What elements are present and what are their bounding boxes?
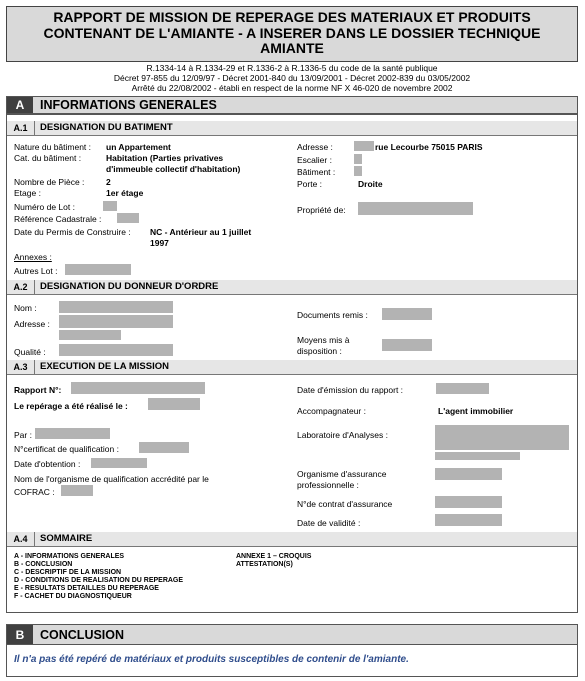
redacted-field	[435, 425, 569, 450]
par-label: Par :	[14, 430, 32, 440]
nature-value: un Appartement	[106, 142, 171, 152]
conclusion-body	[6, 645, 578, 677]
donneur-adresse-label: Adresse :	[14, 319, 50, 329]
moyens-label-line-2: disposition :	[297, 346, 342, 356]
conclusion-text: Il n'a pas été repéré de matériaux et produits susceptibles de contenir de l'amiante.	[14, 654, 409, 665]
subsection-number: A.3	[7, 360, 35, 374]
sommaire-item: B - CONCLUSION	[14, 561, 73, 568]
title-line-1: RAPPORT DE MISSION DE REPERAGE DES MATERIAUX ET PRODUITS	[53, 9, 531, 25]
cadastre-label: Référence Cadastrale :	[14, 214, 102, 224]
redacted-field	[435, 514, 502, 526]
autres-lot-label: Autres Lot :	[14, 266, 58, 276]
redacted-field	[59, 315, 173, 328]
section-a-body	[6, 114, 578, 613]
redacted-field	[435, 468, 502, 480]
redacted-field	[117, 213, 139, 223]
redacted-field	[358, 202, 473, 215]
redacted-field	[71, 382, 205, 394]
legal-references	[6, 63, 578, 93]
accompagnateur-label: Accompagnateur :	[297, 406, 366, 416]
redacted-field	[61, 485, 93, 496]
organisme-label: Nom de l'organisme de qualification accrédité par le	[14, 474, 209, 484]
adresse-value: rue Lecourbe 75015 PARIS	[375, 142, 483, 152]
cofrac-label: COFRAC :	[14, 487, 55, 497]
subsection-number: A.2	[7, 280, 35, 294]
porte-label: Porte :	[297, 179, 323, 189]
subsection-number: A.1	[7, 121, 35, 135]
sommaire-annexe: ATTESTATION(S)	[236, 561, 293, 568]
sommaire-annexe: ANNEXE 1 – CROQUIS	[236, 553, 312, 560]
pieces-value: 2	[106, 177, 111, 187]
redacted-field	[35, 428, 110, 439]
redacted-field	[65, 264, 131, 275]
redacted-field	[139, 442, 189, 453]
redacted-field	[103, 201, 117, 211]
permis-value-line-1: NC - Antérieur au 1 juillet	[150, 227, 252, 237]
redacted-field	[382, 339, 432, 351]
section-letter: A	[7, 97, 33, 113]
category-value-line-1: Habitation (Parties privatives	[106, 153, 224, 163]
annexes-label: Annexes :	[14, 252, 52, 262]
redacted-field	[59, 301, 173, 313]
redacted-field	[59, 344, 173, 356]
validite-label: Date de validité :	[297, 518, 361, 528]
permis-label: Date du Permis de Construire :	[14, 227, 131, 237]
subsection-title: EXECUTION DE LA MISSION	[40, 361, 169, 372]
redacted-field	[382, 308, 432, 320]
nature-label: Nature du bâtiment :	[14, 142, 92, 152]
reference-line: R.1334-14 à R.1334-29 et R.1336-2 à R.1336-5 du code de la santé publique	[146, 63, 438, 73]
subsection-title: DESIGNATION DU DONNEUR D'ORDRE	[40, 281, 219, 292]
accompagnateur-value: L'agent immobilier	[438, 406, 514, 416]
assurance-label-line-1: Organisme d'assurance	[297, 469, 387, 479]
section-title: INFORMATIONS GENERALES	[40, 98, 217, 112]
reference-line: Décret 97-855 du 12/09/97 - Décret 2001-840 du 13/09/2001 - Décret 2002-839 du 03/05/2002	[113, 73, 471, 83]
porte-value: Droite	[358, 179, 383, 189]
sommaire-item: D - CONDITIONS DE REALISATION DU REPERAGE	[14, 577, 184, 584]
redacted-field	[436, 383, 489, 394]
batiment-label: Bâtiment :	[297, 167, 336, 177]
sommaire-item: F - CACHET DU DIAGNOSTIQUEUR	[14, 593, 132, 600]
title-line-3: AMIANTE	[260, 40, 324, 56]
redacted-field	[354, 154, 362, 164]
emission-label: Date d'émission du rapport :	[297, 385, 404, 395]
subsection-a2-header	[7, 280, 577, 295]
realise-label: Le repérage a été réalisé le :	[14, 401, 128, 411]
subsection-title: DESIGNATION DU BATIMENT	[40, 122, 173, 133]
propriete-label: Propriété de:	[297, 205, 346, 215]
redacted-field	[59, 330, 121, 340]
category-value-line-2: d'immeuble collectif d'habitation)	[106, 164, 241, 174]
rapport-label: Rapport N°:	[14, 385, 62, 395]
certificat-label: N°certificat de qualification :	[14, 444, 119, 454]
redacted-field	[148, 398, 200, 410]
redacted-field	[435, 452, 520, 460]
redacted-field	[91, 458, 147, 468]
subsection-title: SOMMAIRE	[40, 533, 93, 544]
subsection-a3-header	[7, 360, 577, 375]
redacted-field	[354, 166, 362, 176]
subsection-a1-header	[7, 121, 577, 136]
documents-label: Documents remis :	[297, 310, 368, 320]
etage-value: 1er étage	[106, 188, 144, 198]
report-title	[6, 6, 578, 62]
sommaire-item: A - INFORMATIONS GENERALES	[14, 553, 125, 560]
reference-line: Arrêté du 22/08/2002 - établi en respect de la norme NF X 46-020 de novembre 2002	[131, 83, 453, 93]
lot-label: Numéro de Lot :	[14, 202, 75, 212]
etage-label: Etage :	[14, 188, 41, 198]
donneur-qualite-label: Qualité :	[14, 347, 46, 357]
section-title: CONCLUSION	[40, 628, 125, 642]
subsection-number: A.4	[7, 532, 35, 546]
sommaire-item: E - RESULTATS DETAILLES DU REPERAGE	[14, 585, 159, 592]
redacted-field	[354, 141, 374, 151]
section-a-header	[6, 96, 578, 114]
adresse-label: Adresse :	[297, 142, 333, 152]
laboratoire-label: Laboratoire d'Analyses :	[297, 430, 388, 440]
escalier-label: Escalier :	[297, 155, 332, 165]
subsection-a4-header	[7, 532, 577, 547]
obtention-label: Date d'obtention :	[14, 459, 81, 469]
title-line-2: CONTENANT DE L'AMIANTE - A INSERER DANS LE DOSSIER TECHNIQUE	[43, 24, 541, 41]
section-b-header	[6, 624, 578, 645]
assurance-label-line-2: professionnelle :	[297, 480, 359, 490]
section-letter: B	[7, 625, 33, 644]
sommaire-item: C - DESCRIPTIF DE LA MISSION	[14, 569, 122, 576]
moyens-label-line-1: Moyens mis à	[297, 335, 350, 345]
contrat-label: N°de contrat d'assurance	[297, 499, 393, 509]
donneur-nom-label: Nom :	[14, 303, 37, 313]
pieces-label: Nombre de Pièce :	[14, 177, 85, 187]
category-label: Cat. du bâtiment :	[14, 153, 82, 163]
permis-value-line-2: 1997	[150, 238, 169, 248]
redacted-field	[435, 496, 502, 508]
